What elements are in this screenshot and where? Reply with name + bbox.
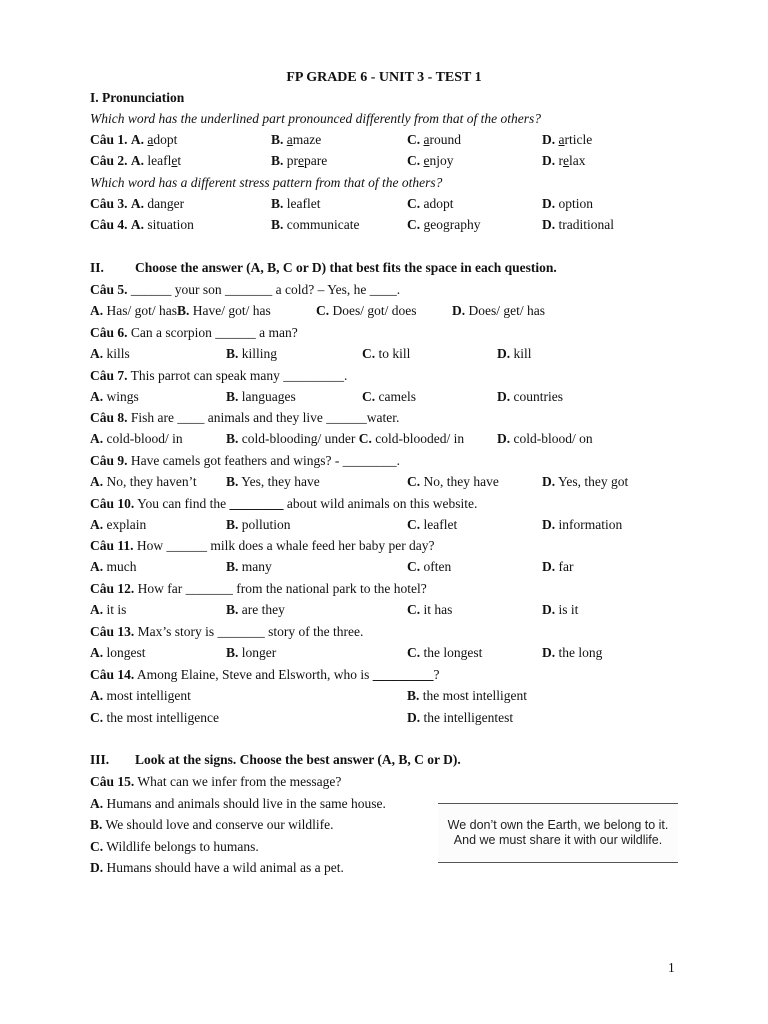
- section-3-heading: Look at the signs. Choose the best answer (A, B, C or D).: [135, 752, 461, 767]
- section-1-instruction-stress: Which word has a different stress pattern from that of the others?: [90, 175, 443, 190]
- section-1-heading: I. Pronunciation: [90, 90, 185, 105]
- question-label: Câu 2.: [90, 153, 128, 168]
- sign-line-1: We don’t own the Earth, we belong to it.: [447, 818, 669, 832]
- section-3-number: III.: [90, 752, 110, 767]
- page-number: 1: [668, 960, 675, 975]
- sign-line-2: And we must share it with our wildlife.: [453, 833, 663, 847]
- sign-message-box: [438, 803, 678, 863]
- question-label: Câu 1.: [90, 132, 128, 147]
- section-2-number: II.: [90, 260, 104, 275]
- page-title: FP GRADE 6 - UNIT 3 - TEST 1: [286, 70, 482, 85]
- section-2-heading: Choose the answer (A, B, C or D) that best fits the space in each question.: [135, 260, 557, 275]
- section-1-instruction: Which word has the underlined part pronounced differently from that of the others?: [90, 111, 541, 126]
